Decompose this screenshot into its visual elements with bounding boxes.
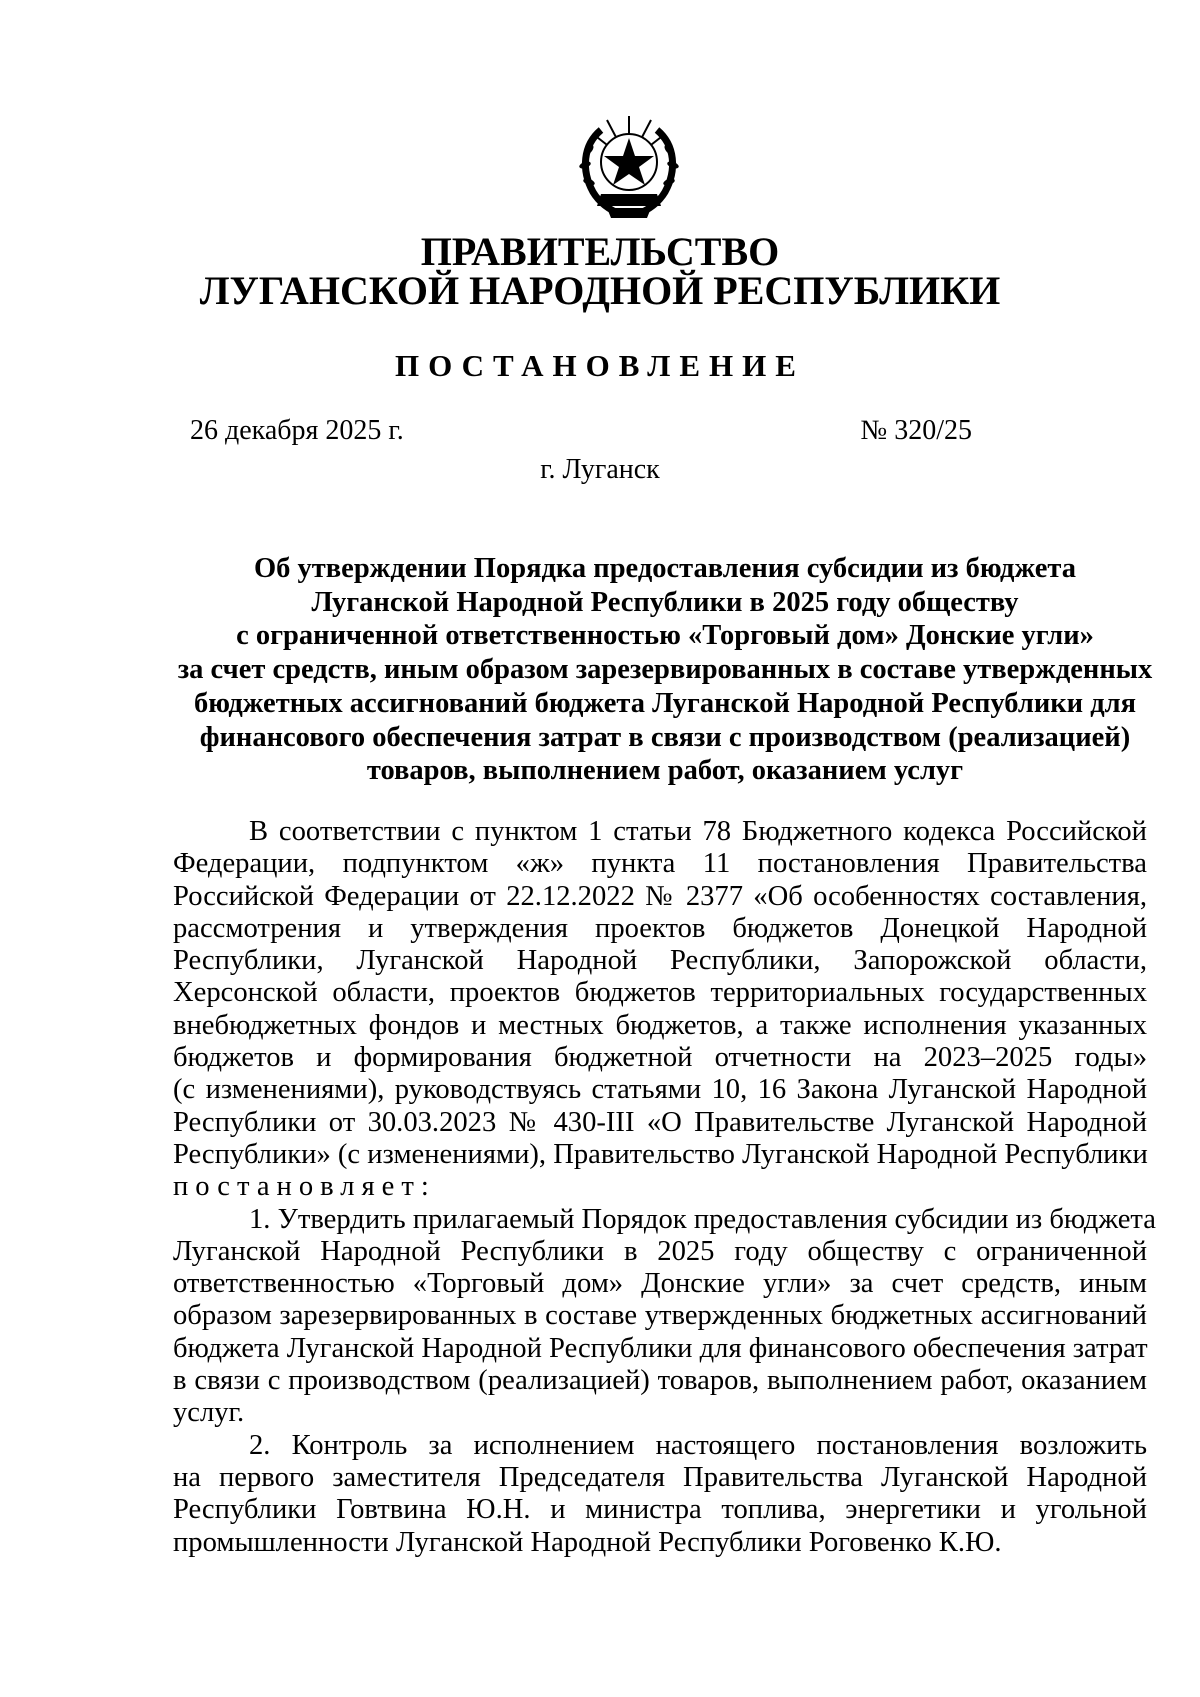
title-line: с ограниченной ответственностью «Торговый дом» Донские угли» xyxy=(236,620,1094,652)
item-1-line: образом зарезервированных в составе утвержденных бюджетных ассигнований xyxy=(173,1300,1147,1332)
body-line: Республики от 30.03.2023 № 430-III «О Правительстве Луганской Народной xyxy=(173,1106,1147,1138)
body-line: Республики» (с изменениями), Правительство Луганской Народной Республики xyxy=(173,1138,1148,1170)
title-line: товаров, выполнением работ, оказанием услуг xyxy=(366,755,964,787)
body-line: (с изменениями), руководствуясь статьями 10, 16 Закона Луганской Народной xyxy=(173,1074,1147,1106)
item-2-line: Республики Говтвина Ю.Н. и министра топлива, энергетики и угольной xyxy=(173,1494,1147,1526)
item-1-line: ответственностью «Торговый дом» Донские угли» за счет средств, иным xyxy=(173,1268,1147,1300)
document-date: 26 декабря 2025 г. xyxy=(190,415,404,446)
coat-of-arms-emblem xyxy=(571,110,687,222)
item-1-line: 1. Утвердить прилагаемый Порядок предоставления субсидии из бюджета xyxy=(249,1203,1156,1235)
title-line: финансового обеспечения затрат в связи с производством (реализацией) xyxy=(199,721,1131,753)
title-line: за счет средств, иным образом зарезервированных в составе утвержденных xyxy=(177,654,1153,686)
decree-word: постановляет: xyxy=(173,1171,436,1203)
body-line: рассмотрения и утверждения проектов бюджетов Донецкой Народной xyxy=(173,912,1147,944)
document-body xyxy=(173,816,1156,1559)
body-line: Херсонской области, проектов бюджетов территориальных государственных xyxy=(173,977,1147,1009)
body-line: В соответствии с пунктом 1 статьи 78 Бюджетного кодекса Российской xyxy=(249,816,1147,847)
body-line: бюджетов и формирования бюджетной отчетности на 2023–2025 годы» xyxy=(173,1042,1147,1074)
item-1-line: бюджета Луганской Народной Республики для финансового обеспечения затрат xyxy=(173,1332,1148,1364)
title-line: бюджетных ассигнований бюджета Луганской Народной Республики для xyxy=(193,687,1137,719)
document-number: № 320/25 xyxy=(860,415,972,446)
document-city: г. Луганск xyxy=(540,454,660,485)
title-line: Об утверждении Порядка предоставления субсидии из бюджета xyxy=(254,553,1076,584)
body-line: Федерации, подпунктом «ж» пункта 11 постановления Правительства xyxy=(173,848,1147,880)
organization-name-line-1: ПРАВИТЕЛЬСТВО xyxy=(420,229,780,274)
body-line: внебюджетных фондов и местных бюджетов, а также исполнения указанных xyxy=(173,1009,1147,1041)
item-1-line: в связи с производством (реализацией) товаров, выполнением работ, оказанием xyxy=(173,1365,1147,1397)
document-type: ПОСТАНОВЛЕНИЕ xyxy=(395,348,805,383)
item-2-line: на первого заместителя Председателя Правительства Луганской Народной xyxy=(173,1461,1147,1493)
body-line: Республики, Луганской Народной Республики, Запорожской области, xyxy=(173,945,1147,977)
document-title xyxy=(170,552,1160,788)
item-1-line: услуг. xyxy=(173,1397,245,1429)
item-1-line: Луганской Народной Республики в 2025 году обществу с ограниченной xyxy=(173,1235,1147,1267)
title-line: Луганской Народной Республики в 2025 году обществу xyxy=(311,586,1019,618)
body-line: Российской Федерации от 22.12.2022 № 2377 «Об особенностях составления, xyxy=(173,880,1147,912)
item-2-line: 2. Контроль за исполнением настоящего постановления возложить xyxy=(249,1429,1147,1461)
item-2-line: промышленности Луганской Народной Республики Роговенко К.Ю. xyxy=(173,1526,1002,1558)
organization-name-line-2: ЛУГАНСКОЙ НАРОДНОЙ РЕСПУБЛИКИ xyxy=(199,268,1001,313)
